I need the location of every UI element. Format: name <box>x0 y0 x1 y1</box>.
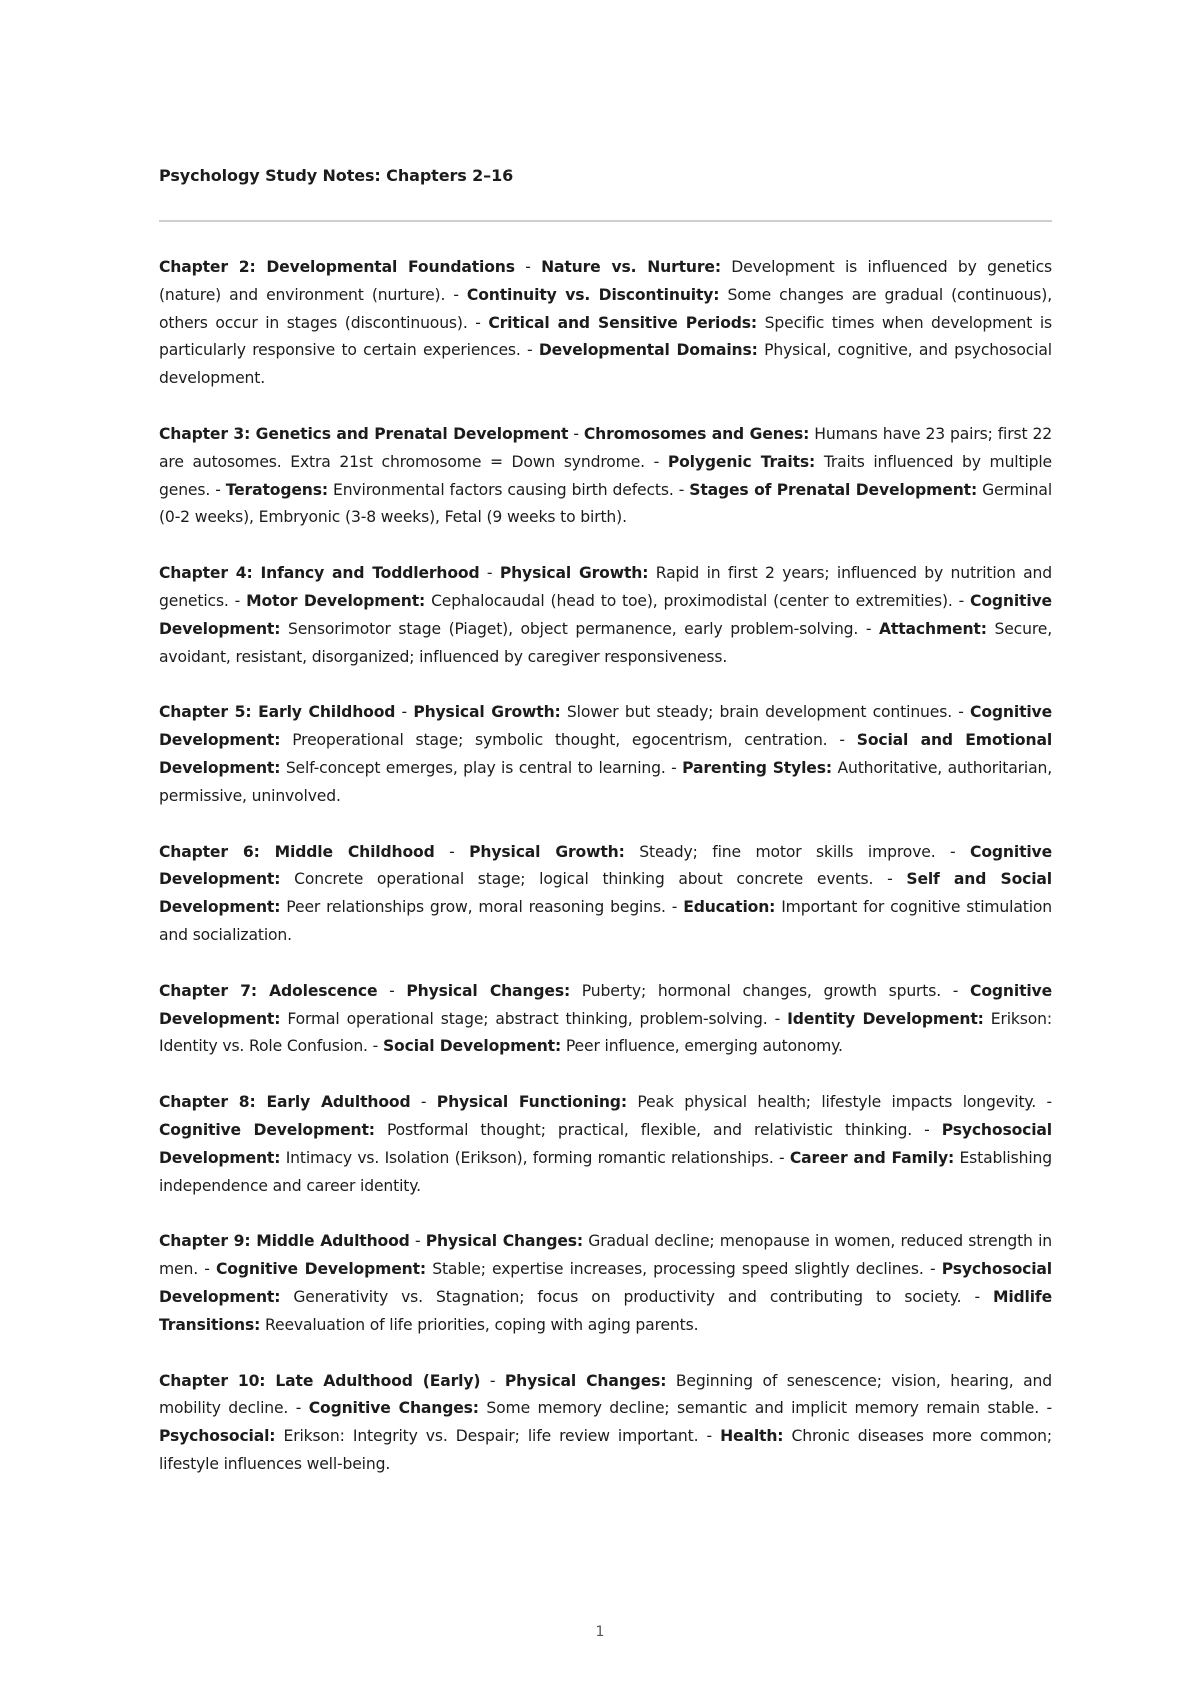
topic-description: Puberty; hormonal changes, growth spurts. <box>581 981 942 1000</box>
topic-description: Erikson: Identity vs. Role Confusion. <box>159 1009 1052 1056</box>
topic-term: Psychosocial: <box>159 1427 276 1446</box>
topic-term: Social Development: <box>382 1037 562 1056</box>
topic-description: Specific times when development is particularly responsive to certain experiences. <box>159 313 1053 360</box>
topic-term: Attachment: <box>879 619 987 638</box>
topic-description: Some changes are gradual (continuous), others occur in stages (discontinuous). <box>159 285 1053 332</box>
topic-term: Motor Development: <box>246 591 426 610</box>
chapter-paragraph: Chapter 4: Infancy and Toddlerhood - Physical Growth: Rapid in first 2 years; influenced by nutrition and genetics. - Motor Development: Cephalocaudal (head to toe), proximodistal (center to extremities). - Cognitive Development: Sensorimotor stage (Piaget), object permanence, early problem-solving. - Attachment: Secure, avoidant, resistant, disorganized; influenced by caregiver responsiveness. <box>159 564 1053 666</box>
chapter-heading: Chapter 10: Late Adulthood (Early) <box>159 1371 481 1390</box>
topic-term: Physical Changes: <box>406 981 571 1000</box>
topic-description: Steady; fine motor skills improve. <box>639 842 936 861</box>
topic-term: Cognitive Development: <box>159 591 1052 638</box>
chapter-paragraph: Chapter 8: Early Adulthood - Physical Functioning: Peak physical health; lifestyle impacts longevity. - Cognitive Development: Postformal thought; practical, flexible, and relativistic thinking. - Psychosocial Development: Intimacy vs. Isolation (Erikson), forming romantic relationships. - Career and Family: Establishing independence and career identity. <box>159 1093 1052 1195</box>
title-divider <box>159 220 1052 222</box>
topic-description: Formal operational stage; abstract thinking, problem-solving. <box>287 1009 768 1028</box>
topic-description: Establishing independence and career identity. <box>159 1148 1052 1195</box>
topic-description: Humans have 23 pairs; first 22 are autosomes. Extra 21st chromosome = Down syndrome. <box>159 424 1053 471</box>
topic-term: Health: <box>720 1427 784 1446</box>
topic-description: Secure, avoidant, resistant, disorganized; influenced by caregiver responsiveness. <box>159 619 1053 666</box>
chapter-heading: Chapter 3: Genetics and Prenatal Development <box>159 424 569 443</box>
topic-description: Environmental factors causing birth defects. <box>333 480 674 499</box>
chapter-paragraph: Chapter 5: Early Childhood - Physical Growth: Slower but steady; brain development continues. - Cognitive Development: Preoperational stage; symbolic thought, egocentrism, centration. - Social and Emotional Development: Self-concept emerges, play is central to learning. - Parenting Styles: Authoritative, authoritarian, permissive, uninvolved. <box>159 703 1053 805</box>
topic-term: Physical Growth: <box>469 842 625 861</box>
topic-description: Some memory decline; semantic and implicit memory remain stable. <box>486 1399 1040 1418</box>
topic-term: Teratogens: <box>225 480 328 499</box>
topic-description: Beginning of senescence; vision, hearing, and mobility decline. <box>159 1371 1052 1418</box>
topic-description: Erikson: Integrity vs. Despair; life review important. <box>283 1427 699 1446</box>
chapter-list <box>159 254 1052 1507</box>
topic-term: Self and Social Development: <box>159 870 1053 917</box>
topic-description: Preoperational stage; symbolic thought, egocentrism, centration. <box>292 731 828 750</box>
topic-term: Critical and Sensitive Periods: <box>488 313 758 332</box>
topic-term: Continuity vs. Discontinuity: <box>466 285 720 304</box>
topic-term: Physical Changes: <box>425 1232 583 1251</box>
topic-description: Stable; expertise increases, processing speed slightly declines. <box>432 1260 924 1279</box>
topic-term: Chromosomes and Genes: <box>583 424 810 443</box>
topic-description: Peer influence, emerging autonomy. <box>565 1037 843 1056</box>
topic-description: Rapid in first 2 years; influenced by nutrition and genetics. <box>159 564 1052 610</box>
topic-description: Postformal thought; practical, flexible, and relativistic thinking. <box>386 1120 912 1139</box>
chapter-paragraph: Chapter 2: Developmental Foundations - Nature vs. Nurture: Development is influenced by genetics (nature) and environment (nurture). - Continuity vs. Discontinuity: Some changes are gradual (continuous), others occur in stages (discontinuous). - Critical and Sensitive Periods: Specific times when development is particularly responsive to certain experiences. - Developmental Domains: Physical, cognitive, and psychosocial development. <box>159 258 1053 388</box>
chapter-paragraph: Chapter 6: Middle Childhood - Physical Growth: Steady; fine motor skills improve. - Cognitive Development: Concrete operational stage; logical thinking about concrete events. - Self and Social Development: Peer relationships grow, moral reasoning begins. - Education: Important for cognitive stimulation and socialization. <box>159 842 1053 944</box>
chapter-heading: Chapter 5: Early Childhood <box>159 703 396 722</box>
topic-term: Developmental Domains: <box>538 341 758 360</box>
topic-description: Important for cognitive stimulation and socialization. <box>159 898 1053 944</box>
topic-description: Development is influenced by genetics (nature) and environment (nurture). <box>159 258 1052 304</box>
topic-description: Germinal (0-2 weeks), Embryonic (3-8 weeks), Fetal (9 weeks to birth). <box>159 480 1053 527</box>
topic-term: Physical Changes: <box>504 1371 667 1390</box>
page-number: 1 <box>595 1624 605 1640</box>
topic-description: Peer relationships grow, moral reasoning begins. <box>286 898 666 917</box>
topic-term: Identity Development: <box>787 1009 984 1028</box>
topic-term: Physical Growth: <box>413 703 561 722</box>
chapter-paragraph: Chapter 3: Genetics and Prenatal Development - Chromosomes and Genes: Humans have 23 pairs; first 22 are autosomes. Extra 21st chromosome = Down syndrome. - Polygenic Traits: Traits influenced by multiple genes. - Teratogens: Environmental factors causing birth defects. - Stages of Prenatal Development: Germinal (0-2 weeks), Embryonic (3-8 weeks), Fetal (9 weeks to birth). <box>159 424 1053 527</box>
topic-term: Physical Growth: <box>499 564 649 583</box>
topic-term: Social and Emotional Development: <box>159 731 1053 777</box>
chapter-heading: Chapter 7: Adolescence <box>159 981 378 1000</box>
chapter-heading: Chapter 8: Early Adulthood <box>159 1093 411 1112</box>
topic-term: Physical Functioning: <box>436 1093 627 1112</box>
topic-description: Sensorimotor stage (Piaget), object permanence, early problem-solving. <box>287 619 859 638</box>
topic-term: Cognitive Changes: <box>308 1399 479 1418</box>
topic-description: Self-concept emerges, play is central to learning. <box>285 758 666 777</box>
topic-description: Concrete operational stage; logical thinking about concrete events. <box>294 870 874 889</box>
topic-description: Generativity vs. Stagnation; focus on productivity and contributing to society. <box>293 1287 962 1306</box>
topic-description: Intimacy vs. Isolation (Erikson), forming romantic relationships. <box>285 1148 774 1167</box>
topic-description: Traits influenced by multiple genes. <box>159 452 1053 499</box>
topic-term: Career and Family: <box>789 1148 955 1167</box>
topic-description: Reevaluation of life priorities, coping with aging parents. <box>265 1315 699 1334</box>
topic-description: Cephalocaudal (head to toe), proximodistal (center to extremities). <box>431 591 953 610</box>
chapter-heading: Chapter 2: Developmental Foundations <box>159 258 515 276</box>
topic-description: Slower but steady; brain development continues. <box>566 703 953 722</box>
topic-term: Stages of Prenatal Development: <box>689 480 978 499</box>
topic-description: Physical, cognitive, and psychosocial development. <box>159 341 1052 388</box>
topic-description: Chronic diseases more common; lifestyle influences well-being. <box>159 1427 1053 1473</box>
topic-term: Education: <box>683 898 776 917</box>
topic-description: Authoritative, authoritarian, permissive, uninvolved. <box>159 758 1053 805</box>
chapter-heading: Chapter 9: Middle Adulthood <box>159 1232 410 1251</box>
topic-term: Cognitive Development: <box>159 703 1053 750</box>
document-title: Psychology Study Notes: Chapters 2–16 <box>159 166 514 185</box>
topic-term: Parenting Styles: <box>682 758 832 777</box>
topic-term: Cognitive Development: <box>159 1120 375 1139</box>
chapter-heading: Chapter 6: Middle Childhood <box>159 842 435 861</box>
topic-term: Midlife Transitions: <box>159 1287 1052 1334</box>
topic-term: Nature vs. Nurture: <box>541 258 721 276</box>
topic-term: Psychosocial Development: <box>159 1120 1052 1167</box>
topic-description: Peak physical health; lifestyle impacts longevity. <box>637 1093 1037 1112</box>
topic-term: Cognitive Development: <box>159 981 1053 1028</box>
chapter-heading: Chapter 4: Infancy and Toddlerhood <box>159 564 480 583</box>
chapter-paragraph: Chapter 7: Adolescence - Physical Changes: Puberty; hormonal changes, growth spurts. - Cognitive Development: Formal operational stage; abstract thinking, problem-solving. - Identity Development: Erikson: Identity vs. Role Confusion. - Social Development: Peer influence, emerging autonomy. <box>159 981 1053 1056</box>
topic-description: Gradual decline; menopause in women, reduced strength in men. <box>159 1232 1052 1279</box>
chapter-paragraph: Chapter 10: Late Adulthood (Early) - Physical Changes: Beginning of senescence; vision, hearing, and mobility decline. - Cognitive Changes: Some memory decline; semantic and implicit memory remain stable. - Psychosocial: Erikson: Integrity vs. Despair; life review important. - Health: Chronic diseases more common; lifestyle influences well-being. <box>159 1371 1053 1473</box>
topic-term: Cognitive Development: <box>159 842 1053 889</box>
chapter-paragraph: Chapter 9: Middle Adulthood - Physical Changes: Gradual decline; menopause in women, reduced strength in men. - Cognitive Development: Stable; expertise increases, processing speed slightly declines. - Psychosocial Development: Generativity vs. Stagnation; focus on productivity and contributing to society. - Midlife Transitions: Reevaluation of life priorities, coping with aging parents. <box>159 1232 1052 1334</box>
topic-term: Cognitive Development: <box>216 1260 426 1279</box>
topic-term: Psychosocial Development: <box>159 1260 1052 1306</box>
topic-term: Polygenic Traits: <box>667 452 816 471</box>
